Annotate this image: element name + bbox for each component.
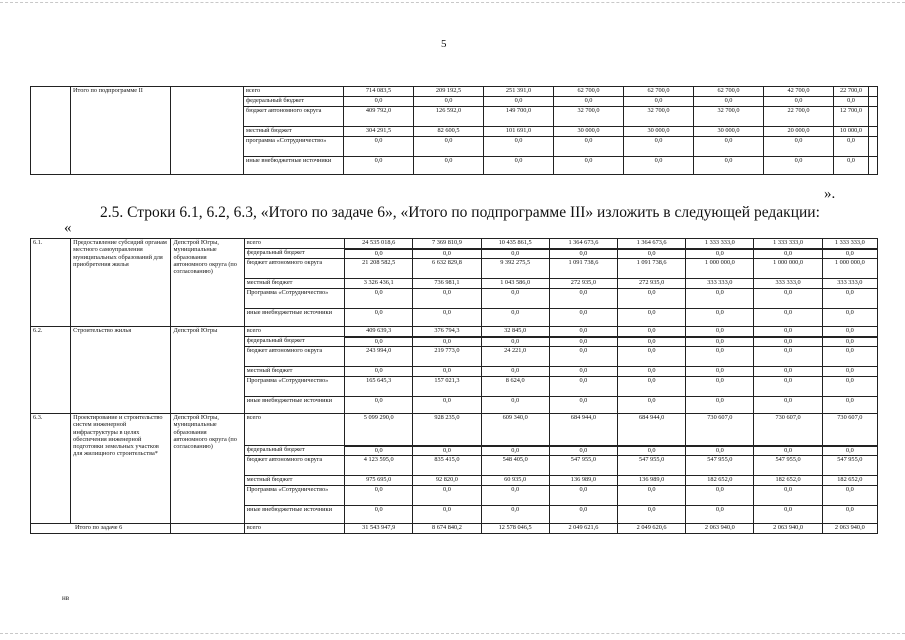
row-number-cell xyxy=(31,87,71,175)
funding-source: федеральный бюджет xyxy=(244,446,344,456)
value-cell: 0,0 xyxy=(345,249,413,259)
funding-source: иные внебюджетные источники xyxy=(244,506,344,524)
value-cell: 0,0 xyxy=(549,337,617,347)
value-cell: 1 000 000,0 xyxy=(754,259,822,279)
value-cell: 0,0 xyxy=(484,157,554,175)
value-cell: 0,0 xyxy=(822,337,877,347)
value-cell: 0,0 xyxy=(413,397,481,414)
table-row xyxy=(31,239,878,249)
funding-source: бюджет автономного округа xyxy=(244,456,344,476)
value-cell: 0,0 xyxy=(413,337,481,347)
value-cell: 0,0 xyxy=(686,377,754,397)
value-cell: 1 364 673,6 xyxy=(618,239,686,249)
value-cell: 92 820,0 xyxy=(413,476,481,486)
value-cell: 0,0 xyxy=(414,97,484,107)
value-cell: 547 955,0 xyxy=(686,456,754,476)
value-cell: 547 955,0 xyxy=(618,456,686,476)
value-cell: 4 123 595,0 xyxy=(345,456,413,476)
value-cell: 0,0 xyxy=(413,506,481,524)
value-cell: 1 000 000,0 xyxy=(822,259,877,279)
value-cell: 2 063 940,0 xyxy=(754,524,822,534)
value-cell: 0,0 xyxy=(618,367,686,377)
value-cell: 0,0 xyxy=(686,506,754,524)
value-cell: 0,0 xyxy=(822,249,877,259)
funding-source: всего xyxy=(244,239,344,249)
value-cell: 62 700,0 xyxy=(694,87,764,97)
value-cell: 0,0 xyxy=(344,137,414,157)
value-cell: 149 700,0 xyxy=(484,107,554,127)
value-cell: 0,0 xyxy=(624,157,694,175)
value-cell: 8 674 840,2 xyxy=(413,524,481,534)
executor-cell xyxy=(171,87,244,175)
value-cell: 0,0 xyxy=(481,309,549,327)
value-cell: 0,0 xyxy=(834,157,869,175)
value-cell: 32 845,0 xyxy=(481,327,549,337)
value-cell: 22 700,0 xyxy=(764,107,834,127)
funding-source: всего xyxy=(244,87,344,97)
value-cell: 0,0 xyxy=(345,309,413,327)
value-cell: 0,0 xyxy=(345,506,413,524)
value-cell: 136 989,0 xyxy=(549,476,617,486)
value-cell: 0,0 xyxy=(344,157,414,175)
value-cell: 12 578 046,5 xyxy=(481,524,549,534)
funding-source: всего xyxy=(244,327,344,337)
value-cell: 0,0 xyxy=(481,486,549,506)
value-cell: 0,0 xyxy=(618,289,686,309)
value-cell: 376 794,3 xyxy=(413,327,481,337)
value-cell: 0,0 xyxy=(345,486,413,506)
value-cell: 0,0 xyxy=(413,249,481,259)
value-cell: 0,0 xyxy=(618,446,686,456)
value-cell: 0,0 xyxy=(754,397,822,414)
value-cell: 0,0 xyxy=(413,309,481,327)
value-cell: 0,0 xyxy=(345,289,413,309)
value-cell: 0,0 xyxy=(618,506,686,524)
value-cell: 547 955,0 xyxy=(549,456,617,476)
value-cell: 0,0 xyxy=(618,249,686,259)
instruction-text: 2.5. Строки 6.1, 6.2, 6.3, «Итого по задаче 6», «Итого по подпрограмме III» изложить в следующей редакции: xyxy=(100,204,820,221)
value-cell: 219 773,0 xyxy=(413,347,481,367)
funding-source: местный бюджет xyxy=(244,476,344,486)
total-label: Итого по задаче 6 xyxy=(31,524,171,534)
value-cell: 0,0 xyxy=(549,486,617,506)
value-cell: 0,0 xyxy=(624,137,694,157)
value-cell: 333 333,0 xyxy=(822,279,877,289)
value-cell: 0,0 xyxy=(345,337,413,347)
value-cell: 251 391,0 xyxy=(484,87,554,97)
value-cell: 0,0 xyxy=(754,309,822,327)
value-cell: 0,0 xyxy=(686,486,754,506)
value-cell: 0,0 xyxy=(549,249,617,259)
value-cell: 0,0 xyxy=(686,327,754,337)
blank-cell xyxy=(869,127,878,137)
value-cell: 0,0 xyxy=(549,289,617,309)
value-cell: 0,0 xyxy=(554,137,624,157)
value-cell: 0,0 xyxy=(686,347,754,367)
funding-source: бюджет автономного округа xyxy=(244,259,344,279)
value-cell: 2 063 940,0 xyxy=(822,524,877,534)
funding-source: программа «Сотрудничество» xyxy=(244,137,344,157)
value-cell: 243 994,0 xyxy=(345,347,413,367)
value-cell: 0,0 xyxy=(549,327,617,337)
value-cell: 0,0 xyxy=(822,506,877,524)
value-cell: 2 063 940,0 xyxy=(686,524,754,534)
value-cell: 10 000,0 xyxy=(834,127,869,137)
value-cell: 1 333 333,0 xyxy=(754,239,822,249)
value-cell: 333 333,0 xyxy=(754,279,822,289)
value-cell: 0,0 xyxy=(754,486,822,506)
value-cell: 714 083,5 xyxy=(344,87,414,97)
value-cell: 0,0 xyxy=(618,486,686,506)
value-cell: 0,0 xyxy=(618,337,686,347)
funding-source: бюджет автономного округа xyxy=(244,107,344,127)
value-cell: 0,0 xyxy=(549,506,617,524)
value-cell: 2 049 621,6 xyxy=(549,524,617,534)
table-row xyxy=(31,327,878,337)
value-cell: 975 695,0 xyxy=(345,476,413,486)
footer-mark: нв xyxy=(62,594,70,602)
value-cell: 182 652,0 xyxy=(822,476,877,486)
value-cell: 182 652,0 xyxy=(686,476,754,486)
value-cell: 0,0 xyxy=(618,309,686,327)
value-cell: 7 369 810,9 xyxy=(413,239,481,249)
value-cell: 21 208 582,5 xyxy=(345,259,413,279)
value-cell: 24 535 018,6 xyxy=(345,239,413,249)
value-cell: 32 700,0 xyxy=(554,107,624,127)
value-cell: 0,0 xyxy=(822,347,877,367)
measure-name: Предоставление субсидий органам местного самоуправления муниципальных образований для приобретения жилья xyxy=(71,239,171,327)
value-cell: 0,0 xyxy=(549,397,617,414)
funding-source: всего xyxy=(244,524,344,534)
value-cell: 928 235,0 xyxy=(413,414,481,446)
subprogram-2-total-table xyxy=(30,86,878,175)
line-number: 6.3. xyxy=(31,414,71,524)
value-cell: 5 099 290,0 xyxy=(345,414,413,446)
value-cell: 42 700,0 xyxy=(764,87,834,97)
funding-source: федеральный бюджет xyxy=(244,97,344,107)
value-cell: 32 700,0 xyxy=(624,107,694,127)
value-cell: 835 415,0 xyxy=(413,456,481,476)
value-cell: 30 000,0 xyxy=(624,127,694,137)
value-cell: 2 049 620,6 xyxy=(618,524,686,534)
value-cell: 0,0 xyxy=(754,249,822,259)
scan-edge-top xyxy=(0,2,905,3)
value-cell: 101 691,0 xyxy=(484,127,554,137)
value-cell: 82 600,5 xyxy=(414,127,484,137)
value-cell: 126 592,0 xyxy=(414,107,484,127)
value-cell: 0,0 xyxy=(481,337,549,347)
value-cell: 0,0 xyxy=(686,446,754,456)
value-cell: 0,0 xyxy=(822,289,877,309)
value-cell: 8 624,0 xyxy=(481,377,549,397)
value-cell: 0,0 xyxy=(549,309,617,327)
value-cell: 0,0 xyxy=(549,377,617,397)
value-cell: 0,0 xyxy=(481,446,549,456)
value-cell: 0,0 xyxy=(618,347,686,367)
value-cell: 0,0 xyxy=(764,97,834,107)
page-number: 5 xyxy=(441,38,447,50)
value-cell: 0,0 xyxy=(549,347,617,367)
blank-cell xyxy=(869,137,878,157)
value-cell: 1 091 738,6 xyxy=(549,259,617,279)
value-cell: 0,0 xyxy=(822,327,877,337)
value-cell: 730 607,0 xyxy=(822,414,877,446)
value-cell: 0,0 xyxy=(822,446,877,456)
value-cell: 0,0 xyxy=(764,157,834,175)
value-cell: 0,0 xyxy=(618,377,686,397)
value-cell: 0,0 xyxy=(481,506,549,524)
value-cell: 165 645,3 xyxy=(345,377,413,397)
responsible-executor: Депстрой Югры, муниципальные образования автономного округа (по согласованию) xyxy=(171,239,244,327)
value-cell: 157 021,3 xyxy=(413,377,481,397)
funding-source: федеральный бюджет xyxy=(244,337,344,347)
funding-source: иные внебюджетные источники xyxy=(244,397,344,414)
value-cell: 0,0 xyxy=(686,337,754,347)
funding-source: местный бюджет xyxy=(244,367,344,377)
value-cell: 0,0 xyxy=(618,327,686,337)
value-cell: 0,0 xyxy=(822,397,877,414)
funding-source: иные внебюджетные источники xyxy=(244,157,344,175)
funding-source: Программа «Сотрудничество» xyxy=(244,289,344,309)
value-cell: 9 392 275,5 xyxy=(481,259,549,279)
value-cell: 0,0 xyxy=(413,367,481,377)
value-cell: 0,0 xyxy=(549,367,617,377)
total-row xyxy=(31,524,878,534)
value-cell: 0,0 xyxy=(754,367,822,377)
value-cell: 0,0 xyxy=(694,157,764,175)
value-cell: 6 632 829,8 xyxy=(413,259,481,279)
value-cell: 0,0 xyxy=(754,377,822,397)
value-cell: 0,0 xyxy=(754,289,822,309)
value-cell: 24 221,0 xyxy=(481,347,549,367)
value-cell: 0,0 xyxy=(413,486,481,506)
value-cell: 0,0 xyxy=(686,289,754,309)
value-cell: 684 944,0 xyxy=(549,414,617,446)
value-cell: 0,0 xyxy=(754,347,822,367)
value-cell: 0,0 xyxy=(414,157,484,175)
value-cell: 62 700,0 xyxy=(624,87,694,97)
value-cell: 409 792,0 xyxy=(344,107,414,127)
value-cell: 0,0 xyxy=(754,337,822,347)
value-cell: 20 000,0 xyxy=(764,127,834,137)
value-cell: 0,0 xyxy=(554,97,624,107)
value-cell: 304 291,5 xyxy=(344,127,414,137)
value-cell: 0,0 xyxy=(694,137,764,157)
value-cell: 3 326 436,1 xyxy=(345,279,413,289)
value-cell: 0,0 xyxy=(754,327,822,337)
blank-cell xyxy=(869,97,878,107)
value-cell: 0,0 xyxy=(834,137,869,157)
value-cell: 31 543 947,9 xyxy=(345,524,413,534)
responsible-executor: Депстрой Югры, муниципальные образования автономного округа (по согласованию) xyxy=(171,414,244,524)
value-cell: 62 700,0 xyxy=(554,87,624,97)
value-cell: 136 989,0 xyxy=(618,476,686,486)
value-cell: 0,0 xyxy=(484,97,554,107)
value-cell: 0,0 xyxy=(686,367,754,377)
value-cell: 0,0 xyxy=(686,397,754,414)
value-cell: 30 000,0 xyxy=(554,127,624,137)
funding-source: местный бюджет xyxy=(244,127,344,137)
value-cell: 409 639,3 xyxy=(345,327,413,337)
subprogram-title: Итого по подпрограмме II xyxy=(71,87,171,175)
table-row xyxy=(31,87,878,97)
value-cell: 0,0 xyxy=(345,446,413,456)
value-cell: 0,0 xyxy=(344,97,414,107)
executor-cell xyxy=(171,524,244,534)
value-cell: 0,0 xyxy=(413,289,481,309)
value-cell: 209 192,5 xyxy=(414,87,484,97)
funding-source: иные внебюджетные источники xyxy=(244,309,344,327)
scan-edge-bottom xyxy=(0,633,905,634)
value-cell: 10 435 861,5 xyxy=(481,239,549,249)
value-cell: 0,0 xyxy=(686,249,754,259)
value-cell: 1 364 673,6 xyxy=(549,239,617,249)
value-cell: 0,0 xyxy=(822,486,877,506)
value-cell: 0,0 xyxy=(481,249,549,259)
value-cell: 0,0 xyxy=(694,97,764,107)
value-cell: 0,0 xyxy=(822,367,877,377)
value-cell: 609 340,0 xyxy=(481,414,549,446)
funding-source: Программа «Сотрудничество» xyxy=(244,377,344,397)
value-cell: 32 700,0 xyxy=(694,107,764,127)
measure-name: Строительство жилья xyxy=(71,327,171,414)
value-cell: 0,0 xyxy=(754,506,822,524)
value-cell: 736 981,1 xyxy=(413,279,481,289)
value-cell: 0,0 xyxy=(822,377,877,397)
line-number: 6.2. xyxy=(31,327,71,414)
table-row xyxy=(31,414,878,446)
value-cell: 0,0 xyxy=(345,367,413,377)
value-cell: 547 955,0 xyxy=(754,456,822,476)
task-6-table xyxy=(30,238,878,534)
responsible-executor: Депстрой Югры xyxy=(171,327,244,414)
value-cell: 0,0 xyxy=(834,97,869,107)
value-cell: 30 000,0 xyxy=(694,127,764,137)
value-cell: 0,0 xyxy=(624,97,694,107)
value-cell: 0,0 xyxy=(481,397,549,414)
value-cell: 547 955,0 xyxy=(822,456,877,476)
value-cell: 1 333 333,0 xyxy=(686,239,754,249)
value-cell: 272 935,0 xyxy=(549,279,617,289)
measure-name: Проектирование и строительство систем инженерной инфраструктуры в целях обеспечения инженерной подготовки земельных участков для жилищного строительства* xyxy=(71,414,171,524)
line-number: 6.1. xyxy=(31,239,71,327)
blank-cell xyxy=(869,87,878,97)
value-cell: 0,0 xyxy=(686,309,754,327)
value-cell: 730 607,0 xyxy=(754,414,822,446)
value-cell: 0,0 xyxy=(413,446,481,456)
value-cell: 0,0 xyxy=(822,309,877,327)
value-cell: 1 091 738,6 xyxy=(618,259,686,279)
value-cell: 60 935,0 xyxy=(481,476,549,486)
funding-source: местный бюджет xyxy=(244,279,344,289)
value-cell: 0,0 xyxy=(618,397,686,414)
value-cell: 0,0 xyxy=(484,137,554,157)
opening-quote: « xyxy=(64,220,72,236)
value-cell: 272 935,0 xyxy=(618,279,686,289)
value-cell: 12 700,0 xyxy=(834,107,869,127)
value-cell: 0,0 xyxy=(481,367,549,377)
value-cell: 182 652,0 xyxy=(754,476,822,486)
value-cell: 0,0 xyxy=(345,397,413,414)
funding-source: бюджет автономного округа xyxy=(244,347,344,367)
value-cell: 0,0 xyxy=(481,289,549,309)
funding-source: всего xyxy=(244,414,344,446)
value-cell: 333 333,0 xyxy=(686,279,754,289)
closing-quote: ». xyxy=(824,186,836,202)
value-cell: 0,0 xyxy=(549,446,617,456)
value-cell: 730 607,0 xyxy=(686,414,754,446)
value-cell: 0,0 xyxy=(414,137,484,157)
value-cell: 684 944,0 xyxy=(618,414,686,446)
value-cell: 1 043 586,0 xyxy=(481,279,549,289)
value-cell: 548 405,0 xyxy=(481,456,549,476)
value-cell: 0,0 xyxy=(754,446,822,456)
value-cell: 1 333 333,0 xyxy=(822,239,877,249)
blank-cell xyxy=(869,157,878,175)
funding-source: федеральный бюджет xyxy=(244,249,344,259)
funding-source: Программа «Сотрудничество» xyxy=(244,486,344,506)
value-cell: 1 000 000,0 xyxy=(686,259,754,279)
value-cell: 0,0 xyxy=(764,137,834,157)
value-cell: 22 700,0 xyxy=(834,87,869,97)
blank-cell xyxy=(869,107,878,127)
value-cell: 0,0 xyxy=(554,157,624,175)
